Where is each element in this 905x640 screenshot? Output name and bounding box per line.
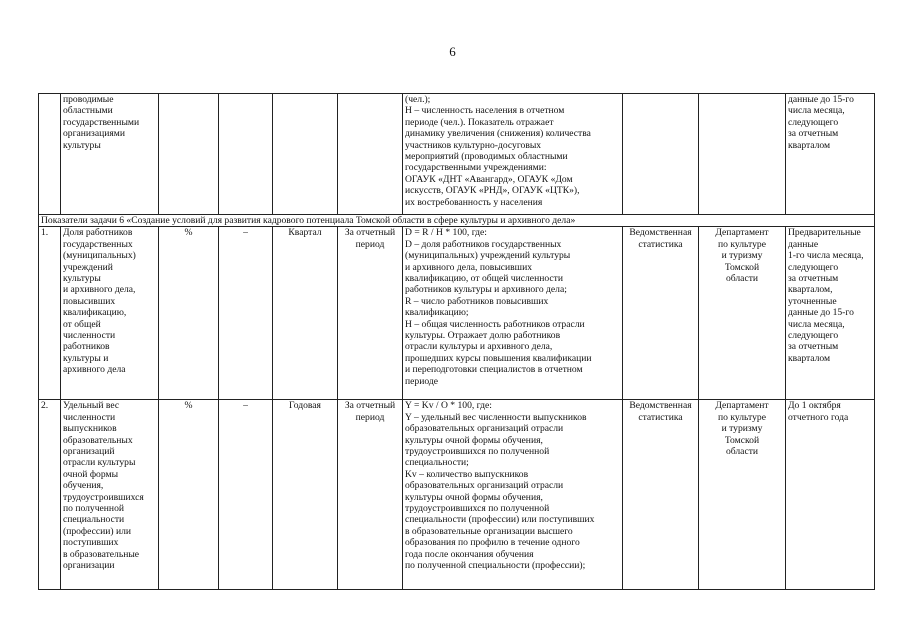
text-line: государственными учреждениями:	[405, 162, 547, 174]
deadline-cell	[786, 94, 875, 215]
responsible-cell	[699, 400, 786, 590]
text-line: периоде	[405, 375, 438, 387]
text-line: образования по профилю в течение одного	[405, 537, 580, 549]
text-line: и переподготовки специалистов в отчетном	[405, 364, 583, 376]
dash-cell: –	[219, 400, 273, 590]
text-line: очной формы	[63, 468, 119, 480]
text-line: (муниципальных)	[63, 250, 136, 262]
text-line: Департамент	[715, 227, 769, 239]
text-line: работников	[63, 341, 110, 353]
text-line: повысивших	[63, 295, 116, 307]
text-line: и архивного дела,	[63, 284, 136, 296]
text-line: период	[355, 411, 385, 423]
row-number-cell: 2.	[39, 400, 61, 590]
base-cell	[338, 400, 403, 590]
text-line: мероприятий (проводимых областными	[405, 151, 568, 163]
text-line: данные до 15-го	[788, 94, 854, 105]
text-line: численности	[63, 411, 116, 423]
text-line: организаций	[63, 446, 115, 458]
text-line: Y = Kv / O * 100, где:	[405, 400, 492, 412]
text-line: данные до 15-го	[788, 307, 854, 319]
text-line: кварталом	[788, 139, 831, 151]
text-line: специальности	[63, 514, 125, 526]
section-header-row	[39, 215, 875, 227]
formula-cell	[403, 94, 623, 215]
text-line: года после окончания обучения	[405, 548, 534, 560]
text-line: обучения,	[63, 480, 104, 492]
text-line: R – число работников повысивших	[405, 295, 549, 307]
text-line: Y – удельный вес численности выпускников	[405, 411, 587, 423]
text-line: следующего	[788, 116, 839, 128]
text-line: H – общая численность работников отрасли	[405, 318, 585, 330]
text-line: культуры очной формы обучения,	[405, 491, 543, 503]
text-line: области	[725, 446, 759, 458]
text-line: (муниципальных) учреждений культуры	[405, 250, 571, 262]
source-cell	[623, 94, 699, 215]
periodicity-cell: Квартал	[273, 227, 338, 400]
text-line: проводимые	[63, 94, 114, 105]
responsible-cell	[699, 94, 786, 215]
text-line: До 1 октября	[788, 400, 841, 412]
text-line: следующего	[788, 330, 839, 342]
text-line: отчетного года	[788, 411, 849, 423]
text-line: области	[725, 273, 759, 285]
section-header: Показатели задачи 6 «Создание условий для развития кадрового потенциала Томской области в сфере культуры и архивного дела»	[39, 215, 875, 227]
text-line: Ведомственная	[629, 227, 692, 239]
text-line: по культуре	[718, 411, 766, 423]
continuation-row	[39, 94, 875, 215]
text-line: за отчетным	[788, 273, 839, 285]
deadline-cell	[786, 227, 875, 400]
text-line: от общей	[63, 318, 101, 330]
text-line: отрасли культуры	[63, 457, 136, 469]
text-line: по культуре	[718, 238, 766, 250]
deadline-cell	[786, 400, 875, 590]
text-line: искусств, ОГАУК «РНД», ОГАУК «ЦТК»),	[405, 185, 580, 197]
periodicity-cell: Годовая	[273, 400, 338, 590]
text-line: Удельный вес	[63, 400, 120, 412]
text-line: прошедших курсы повышения квалификации	[405, 352, 592, 364]
text-line: (чел.);	[405, 94, 431, 105]
indicator-name-cell	[61, 94, 159, 215]
text-line: в образовательные организации высшего	[405, 525, 573, 537]
text-line: квалификацию;	[405, 307, 469, 319]
text-line: D = R / H * 100, где:	[405, 227, 487, 239]
dash-cell: –	[219, 227, 273, 400]
text-line: численности	[63, 330, 116, 342]
text-line: по полученной специальности (профессии);	[405, 560, 586, 572]
text-line: культуры. Отражает долю работников	[405, 330, 561, 342]
indicator-name-cell	[61, 227, 159, 400]
text-line: Kv – количество выпускников	[405, 468, 529, 480]
text-line: динамику увеличения (снижения) количества	[405, 128, 591, 140]
text-line: выпускников	[63, 423, 117, 435]
text-line: кварталом	[788, 352, 831, 364]
text-line: D – доля работников государственных	[405, 238, 562, 250]
dash-cell	[219, 94, 273, 215]
row-number-cell	[39, 94, 61, 215]
text-line: Департамент	[715, 400, 769, 412]
text-line: работников культуры и архивного дела;	[405, 284, 567, 296]
text-line: поступивших	[63, 537, 119, 549]
text-line: трудоустроившихся по полученной	[405, 446, 550, 458]
text-line: Предварительные	[788, 227, 861, 239]
formula-cell	[403, 227, 623, 400]
text-line: числа месяца,	[788, 318, 845, 330]
text-line: областными	[63, 105, 113, 117]
text-line: по полученной	[63, 503, 125, 515]
text-line: Ведомственная	[629, 400, 692, 412]
base-cell	[338, 94, 403, 215]
text-line: образовательных	[63, 434, 133, 446]
text-line: Томской	[724, 434, 760, 446]
text-line: За отчетный	[344, 227, 396, 239]
unit-cell: %	[159, 227, 219, 400]
text-line: и архивного дела, повысивших	[405, 261, 532, 273]
text-line: данные	[788, 238, 819, 250]
text-line: культуры	[63, 273, 101, 285]
row-number-cell: 1.	[39, 227, 61, 400]
text-line: культуры очной формы обучения,	[405, 434, 543, 446]
text-line: период	[355, 238, 385, 250]
text-line: 1-го числа месяца,	[788, 250, 864, 262]
text-line: участников культурно-досуговых	[405, 139, 542, 151]
text-line: учреждений	[63, 261, 113, 273]
text-line: и туризму	[721, 423, 763, 435]
table-row	[39, 400, 875, 590]
text-line: квалификацию,	[63, 307, 127, 319]
text-line: культуры и	[63, 352, 109, 364]
text-line: Томской	[724, 261, 760, 273]
indicators-table	[38, 93, 875, 590]
text-line: За отчетный	[344, 400, 396, 412]
text-line: трудоустроившихся	[63, 491, 144, 503]
indicator-name-cell	[61, 400, 159, 590]
text-line: образовательных организаций отрасли	[405, 480, 564, 492]
text-line: (профессии) или	[63, 525, 132, 537]
text-line: архивного дела	[63, 364, 126, 376]
text-line: и туризму	[721, 250, 763, 262]
text-line: квалификацию, от общей численности	[405, 273, 563, 285]
text-line: числа месяца,	[788, 105, 845, 117]
text-line: Доля работников	[63, 227, 133, 239]
page-number: 6	[449, 44, 456, 59]
text-line: за отчетным	[788, 128, 839, 140]
text-line: специальности (профессии) или поступивших	[405, 514, 595, 526]
text-line: следующего	[788, 261, 839, 273]
text-line: отрасли культуры и архивного дела,	[405, 341, 553, 353]
text-line: Н – численность населения в отчетном	[405, 105, 565, 117]
text-line: образовательных организаций отрасли	[405, 423, 564, 435]
text-line: статистика	[638, 238, 683, 250]
base-cell	[338, 227, 403, 400]
text-line: уточненные	[788, 295, 837, 307]
formula-cell	[403, 400, 623, 590]
text-line: за отчетным	[788, 341, 839, 353]
unit-cell: %	[159, 400, 219, 590]
text-line: статистика	[638, 411, 683, 423]
table-row	[39, 227, 875, 400]
source-cell	[623, 400, 699, 590]
source-cell	[623, 227, 699, 400]
unit-cell	[159, 94, 219, 215]
text-line: периоде (чел.). Показатель отражает	[405, 116, 554, 128]
text-line: трудоустроившихся по полученной	[405, 503, 550, 515]
text-line: специальности;	[405, 457, 469, 469]
text-line: кварталом,	[788, 284, 833, 296]
periodicity-cell	[273, 94, 338, 215]
text-line: организации	[63, 560, 115, 572]
text-line: государственных	[63, 238, 133, 250]
text-line: государственными	[63, 116, 140, 128]
text-line: ОГАУК «ДНТ «Авангард», ОГАУК «Дом	[405, 173, 573, 185]
text-line: культуры	[63, 139, 101, 151]
responsible-cell	[699, 227, 786, 400]
text-line: организациями	[63, 128, 125, 140]
text-line: в образовательные	[63, 548, 140, 560]
text-line: их востребованность у населения	[405, 196, 543, 208]
